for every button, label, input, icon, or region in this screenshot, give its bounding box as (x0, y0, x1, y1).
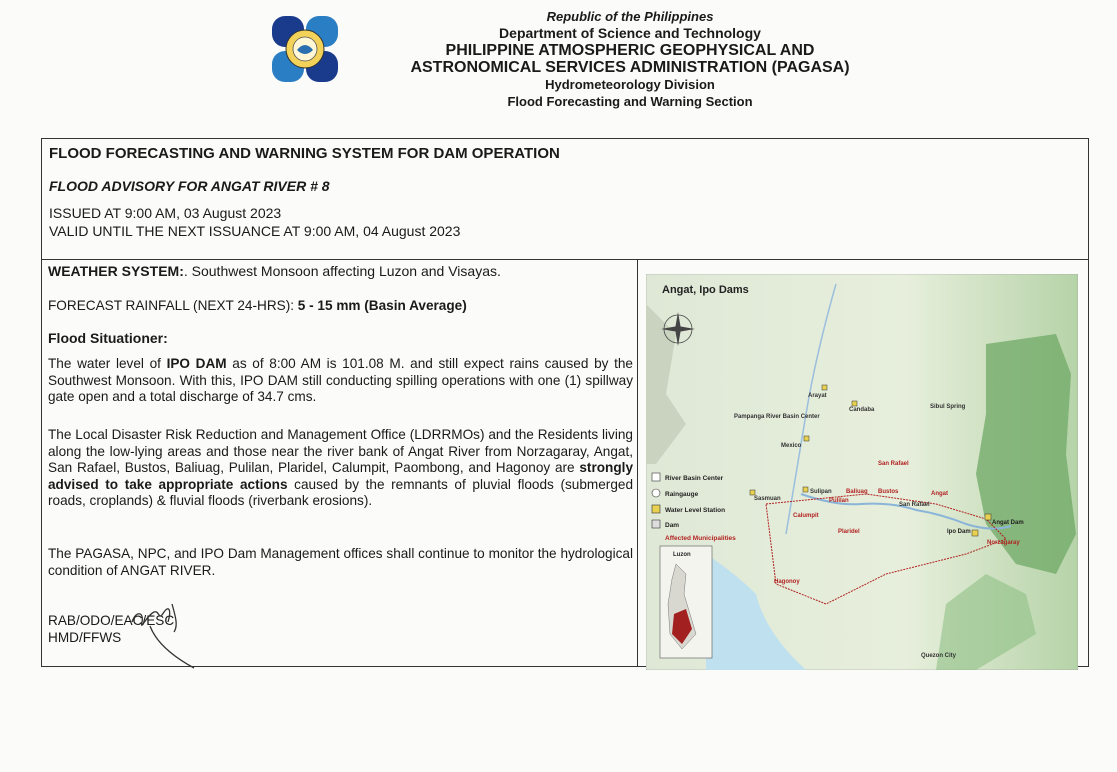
advice-text-b: caused by the remnants of pluvial floods (submerged roads, croplands) & fluvial floods (riverbank erosions). (48, 476, 634, 509)
weather-system-label: WEATHER SYSTEM: (48, 263, 184, 279)
issued-at: ISSUED AT 9:00 AM, 03 August 2023 (49, 205, 282, 221)
legend-affected: Affected Municipalities (665, 535, 736, 542)
arayat-marker (822, 385, 827, 390)
situation-text-b: as of 8:00 AM is 101.08 M. and still expect rains caused by the Southwest Monsoon. With this, IPO DAM still conducting spilling operations with one (1) spillway gate open and a total discharge of 34.7 cms. (48, 356, 633, 405)
advice-text-a: The Local Disaster Risk Reduction and Management Office (LDRRMOs) and the Residents living along the low-lying areas and those near the river bank of Angat River from Norzagaray, Angat, San Rafael, Bustos, Baliuag, Pulilan, Plaridel, Calumpit, Paombong, and Hagonoy are (48, 427, 633, 476)
advisory-frame (41, 138, 1089, 667)
raingauge-icon (652, 489, 660, 497)
department-line: Department of Science and Technology (499, 25, 761, 41)
forecast-rainfall-value: 5 - 15 mm (Basin Average) (297, 298, 467, 313)
place-sibul: Sibul Spring (930, 404, 966, 410)
ipo-dam-bold: IPO DAM (166, 356, 227, 371)
place-hagonoy: Hagonoy (774, 579, 800, 585)
place-pampanga-center: Pampanga River Basin Center (734, 414, 820, 420)
river-basin-center-icon (652, 473, 660, 481)
agency-line-2: ASTRONOMICAL SERVICES ADMINISTRATION (PAGASA) (410, 59, 850, 76)
legend-raingauge: Raingauge (665, 491, 699, 498)
water-level-station-icon (652, 505, 660, 513)
legend-river-basin-center: River Basin Center (665, 475, 724, 482)
angat-basin-map (646, 274, 1078, 670)
situation-text-a: The water level of (48, 356, 167, 371)
republic-line: Republic of the Philippines (546, 9, 714, 24)
agency-line-1: PHILIPPINE ATMOSPHERIC GEOPHYSICAL AND (445, 42, 815, 59)
flood-situationer-heading: Flood Situationer: (48, 330, 168, 346)
advice-bold: strongly advised to take appropriate actions (48, 460, 633, 492)
weather-system-value: . Southwest Monsoon affecting Luzon and Visayas. (183, 263, 501, 279)
place-baliuag: Baliuag (846, 489, 868, 495)
valid-until: VALID UNTIL THE NEXT ISSUANCE AT 9:00 AM, 04 August 2023 (49, 223, 461, 239)
sulipan-marker (803, 487, 808, 492)
forecast-rainfall-label: FORECAST RAINFALL (NEXT 24-HRS): (48, 298, 298, 313)
section-line: Flood Forecasting and Warning Section (507, 94, 753, 109)
advisory-title: FLOOD ADVISORY FOR ANGAT RIVER # 8 (49, 178, 330, 194)
place-quezon-city: Quezon City (921, 653, 957, 659)
system-title: FLOOD FORECASTING AND WARNING SYSTEM FOR DAM OPERATION (49, 145, 560, 162)
map-title: Angat, Ipo Dams (662, 284, 749, 296)
advice-paragraph (48, 427, 633, 510)
place-calumpit: Calumpit (793, 513, 819, 519)
advisory-text-column (42, 260, 638, 666)
monitoring-paragraph: The PAGASA, NPC, and IPO Dam Management offices shall continue to monitor the hydrological condition of ANGAT RIVER. (48, 546, 633, 578)
inset-label: Luzon (673, 552, 691, 558)
sasmuan-marker (750, 490, 755, 495)
issuance-info (49, 204, 460, 240)
forecast-rainfall (48, 298, 633, 315)
place-bustos: Bustos (878, 489, 899, 495)
place-angat: Angat (931, 491, 948, 497)
division-line: Hydrometeorology Division (545, 77, 715, 92)
ipo-dam-marker (972, 530, 978, 536)
initials: RAB/ODO/EAC/ESC (48, 613, 175, 628)
handwritten-signature (84, 582, 204, 672)
luzon-inset (660, 546, 712, 658)
candaba-marker (852, 401, 857, 406)
advisory-header-box (42, 139, 1088, 260)
situation-paragraph (48, 356, 633, 406)
dam-icon (652, 520, 660, 528)
letterhead (330, 8, 930, 110)
place-norzagaray: Norzagaray (987, 540, 1020, 546)
place-mexico: Mexico (781, 443, 802, 449)
place-candaba: Candaba (849, 407, 875, 413)
place-plaridel: Plaridel (838, 529, 860, 535)
place-sulipan: Sulipan (810, 489, 832, 495)
place-ipo-dam: Ipo Dam (947, 529, 971, 535)
angat-dam-marker (985, 514, 991, 520)
legend-dam: Dam (665, 522, 680, 529)
weather-system (48, 263, 633, 280)
office-code: HMD/FFWS (48, 630, 122, 645)
place-san-rafael-1: San Rafael (878, 461, 909, 467)
place-angat-dam: Angat Dam (992, 520, 1024, 526)
place-sasmuan: Sasmuan (754, 496, 781, 502)
mexico-marker (804, 436, 809, 441)
place-pulilan: Pulilan (829, 498, 849, 504)
legend-water-level-station: Water Level Station (665, 507, 726, 514)
place-san-rafael-2: San Rafael (899, 502, 930, 508)
place-arayat: Arayat (808, 393, 827, 399)
